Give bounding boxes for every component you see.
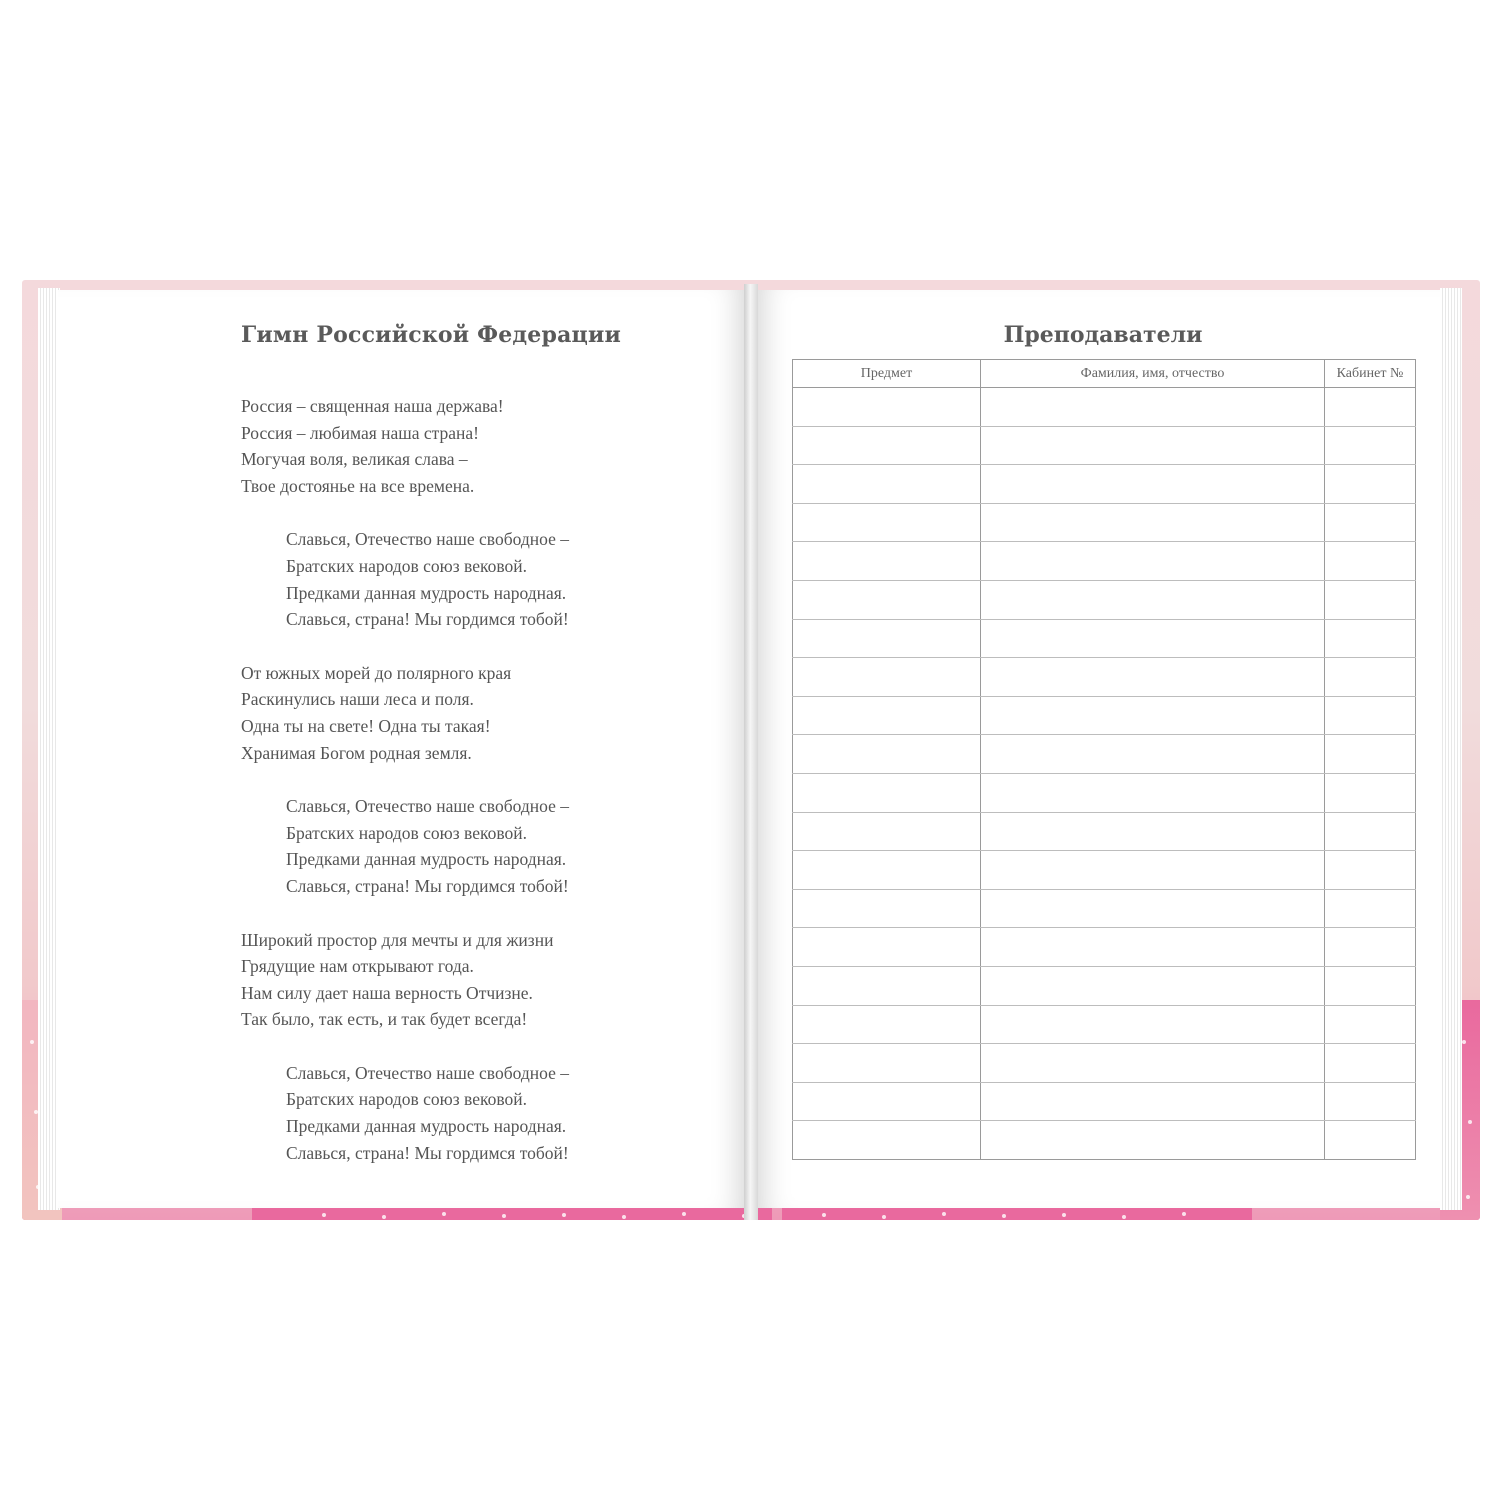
full-name-cell[interactable] xyxy=(981,928,1325,967)
subject-cell[interactable] xyxy=(793,388,981,427)
anthem-line: Предками данная мудрость народная. xyxy=(286,582,567,603)
subject-cell[interactable] xyxy=(793,928,981,967)
cover-pattern-dot xyxy=(622,1215,626,1219)
full-name-cell[interactable] xyxy=(981,503,1325,542)
full-name-cell[interactable] xyxy=(981,735,1325,774)
table-row xyxy=(793,773,1416,812)
full-name-cell[interactable] xyxy=(981,966,1325,1005)
room-cell[interactable] xyxy=(1325,889,1416,928)
subject-cell[interactable] xyxy=(793,735,981,774)
book-spine xyxy=(744,284,758,1220)
room-cell[interactable] xyxy=(1325,658,1416,697)
subject-cell[interactable] xyxy=(793,465,981,504)
verse-stanza xyxy=(241,393,661,499)
table-header-row xyxy=(793,360,1416,388)
column-header-subject: Предмет xyxy=(793,360,981,388)
anthem-text xyxy=(241,393,661,1193)
cover-pattern-dot xyxy=(822,1213,826,1217)
cover-pattern-dot xyxy=(1062,1213,1066,1217)
cover-pattern-dot xyxy=(30,1040,34,1044)
subject-cell[interactable] xyxy=(793,889,981,928)
full-name-cell[interactable] xyxy=(981,1044,1325,1083)
full-name-cell[interactable] xyxy=(981,812,1325,851)
anthem-line: Так было, так есть, и так будет всегда! xyxy=(241,1009,528,1030)
anthem-line: Славься, страна! Мы гордимся тобой! xyxy=(286,875,569,896)
anthem-line: Славься, Отечество наше свободное – xyxy=(286,529,569,550)
room-cell[interactable] xyxy=(1325,812,1416,851)
anthem-line: Грядущие нам открывают года. xyxy=(241,956,474,977)
table-row xyxy=(793,696,1416,735)
full-name-cell[interactable] xyxy=(981,426,1325,465)
anthem-line: Хранимая Богом родная земля. xyxy=(241,742,472,763)
subject-cell[interactable] xyxy=(793,773,981,812)
room-cell[interactable] xyxy=(1325,696,1416,735)
cover-pattern-dot xyxy=(1182,1212,1186,1216)
anthem-line: Предками данная мудрость народная. xyxy=(286,849,567,870)
verse-stanza xyxy=(241,660,661,766)
full-name-cell[interactable] xyxy=(981,465,1325,504)
room-cell[interactable] xyxy=(1325,1082,1416,1121)
room-cell[interactable] xyxy=(1325,735,1416,774)
full-name-cell[interactable] xyxy=(981,658,1325,697)
anthem-title: Гимн Российской Федерации xyxy=(241,322,622,348)
room-cell[interactable] xyxy=(1325,388,1416,427)
cover-pattern-dot xyxy=(442,1212,446,1216)
room-cell[interactable] xyxy=(1325,580,1416,619)
anthem-line: Россия – любимая наша страна! xyxy=(241,422,480,443)
teachers-title: Преподаватели xyxy=(1003,322,1203,348)
anthem-line: Братских народов союз вековой. xyxy=(286,822,527,843)
table-row xyxy=(793,735,1416,774)
room-cell[interactable] xyxy=(1325,503,1416,542)
room-cell[interactable] xyxy=(1325,619,1416,658)
chorus-stanza xyxy=(241,526,661,632)
anthem-line: Славься, страна! Мы гордимся тобой! xyxy=(286,609,569,630)
cover-pink-strip-left xyxy=(252,1208,772,1220)
room-cell[interactable] xyxy=(1325,1005,1416,1044)
subject-cell[interactable] xyxy=(793,658,981,697)
table-row xyxy=(793,851,1416,890)
full-name-cell[interactable] xyxy=(981,851,1325,890)
full-name-cell[interactable] xyxy=(981,580,1325,619)
room-cell[interactable] xyxy=(1325,465,1416,504)
room-cell[interactable] xyxy=(1325,851,1416,890)
full-name-cell[interactable] xyxy=(981,388,1325,427)
anthem-line: Одна ты на свете! Одна ты такая! xyxy=(241,715,491,736)
column-header-full-name: Фамилия, имя, отчество xyxy=(981,360,1325,388)
subject-cell[interactable] xyxy=(793,1082,981,1121)
cover-pattern-dot xyxy=(1468,1120,1472,1124)
anthem-line: Предками данная мудрость народная. xyxy=(286,1116,567,1137)
table-row xyxy=(793,1044,1416,1083)
full-name-cell[interactable] xyxy=(981,1082,1325,1121)
anthem-line: Россия – священная наша держава! xyxy=(241,396,504,416)
table-row xyxy=(793,1082,1416,1121)
subject-cell[interactable] xyxy=(793,580,981,619)
room-cell[interactable] xyxy=(1325,426,1416,465)
full-name-cell[interactable] xyxy=(981,1005,1325,1044)
full-name-cell[interactable] xyxy=(981,619,1325,658)
chorus-stanza xyxy=(241,1060,661,1166)
subject-cell[interactable] xyxy=(793,619,981,658)
table-row xyxy=(793,580,1416,619)
anthem-line: Раскинулись наши леса и поля. xyxy=(241,689,474,710)
room-cell[interactable] xyxy=(1325,542,1416,581)
anthem-line: Славься, Отечество наше свободное – xyxy=(286,796,569,817)
table-row xyxy=(793,619,1416,658)
room-cell[interactable] xyxy=(1325,966,1416,1005)
anthem-line: Широкий простор для мечты и для жизни xyxy=(241,929,554,950)
cover-pattern-dot xyxy=(1002,1214,1006,1218)
subject-cell[interactable] xyxy=(793,1121,981,1160)
cover-pattern-dot xyxy=(502,1214,506,1218)
room-cell[interactable] xyxy=(1325,1044,1416,1083)
teachers-table xyxy=(792,359,1416,1160)
page-block-edge-right xyxy=(1440,288,1462,1210)
verse-stanza xyxy=(241,927,661,1033)
table-row xyxy=(793,966,1416,1005)
cover-pattern-dot xyxy=(1122,1215,1126,1219)
subject-cell[interactable] xyxy=(793,426,981,465)
anthem-line: Братских народов союз вековой. xyxy=(286,555,527,576)
cover-pattern-dot xyxy=(562,1213,566,1217)
room-cell[interactable] xyxy=(1325,928,1416,967)
subject-cell[interactable] xyxy=(793,503,981,542)
table-row xyxy=(793,465,1416,504)
table-row xyxy=(793,889,1416,928)
room-cell[interactable] xyxy=(1325,1121,1416,1160)
anthem-line: Нам силу дает наша верность Отчизне. xyxy=(241,982,533,1003)
subject-cell[interactable] xyxy=(793,812,981,851)
cover-pattern-dot xyxy=(682,1212,686,1216)
table-row xyxy=(793,812,1416,851)
subject-cell[interactable] xyxy=(793,542,981,581)
table-row xyxy=(793,928,1416,967)
cover-pattern-dot xyxy=(322,1213,326,1217)
cover-pattern-dot xyxy=(942,1212,946,1216)
anthem-line: Твое достоянье на все времена. xyxy=(241,475,475,496)
anthem-line: Славься, Отечество наше свободное – xyxy=(286,1062,569,1083)
full-name-cell[interactable] xyxy=(981,696,1325,735)
anthem-line: От южных морей до полярного края xyxy=(241,662,512,683)
chorus-stanza xyxy=(241,793,661,899)
anthem-line: Славься, страна! Мы гордимся тобой! xyxy=(286,1142,569,1163)
subject-cell[interactable] xyxy=(793,851,981,890)
subject-cell[interactable] xyxy=(793,966,981,1005)
full-name-cell[interactable] xyxy=(981,1121,1325,1160)
table-row xyxy=(793,426,1416,465)
table-row xyxy=(793,1005,1416,1044)
table-row xyxy=(793,388,1416,427)
column-header-room: Кабинет № xyxy=(1325,360,1416,388)
full-name-cell[interactable] xyxy=(981,542,1325,581)
cover-pattern-dot xyxy=(382,1215,386,1219)
subject-cell[interactable] xyxy=(793,1005,981,1044)
table-row xyxy=(793,658,1416,697)
anthem-line: Братских народов союз вековой. xyxy=(286,1089,527,1110)
full-name-cell[interactable] xyxy=(981,889,1325,928)
cover-pattern-dot xyxy=(1466,1195,1470,1199)
cover-pattern-dot xyxy=(1462,1040,1466,1044)
anthem-line: Могучая воля, великая слава – xyxy=(241,449,468,470)
room-cell[interactable] xyxy=(1325,773,1416,812)
subject-cell[interactable] xyxy=(793,1044,981,1083)
subject-cell[interactable] xyxy=(793,696,981,735)
full-name-cell[interactable] xyxy=(981,773,1325,812)
table-row xyxy=(793,503,1416,542)
table-row xyxy=(793,542,1416,581)
page-block-edge-left xyxy=(38,288,60,1210)
cover-pattern-dot xyxy=(882,1215,886,1219)
table-row xyxy=(793,1121,1416,1160)
